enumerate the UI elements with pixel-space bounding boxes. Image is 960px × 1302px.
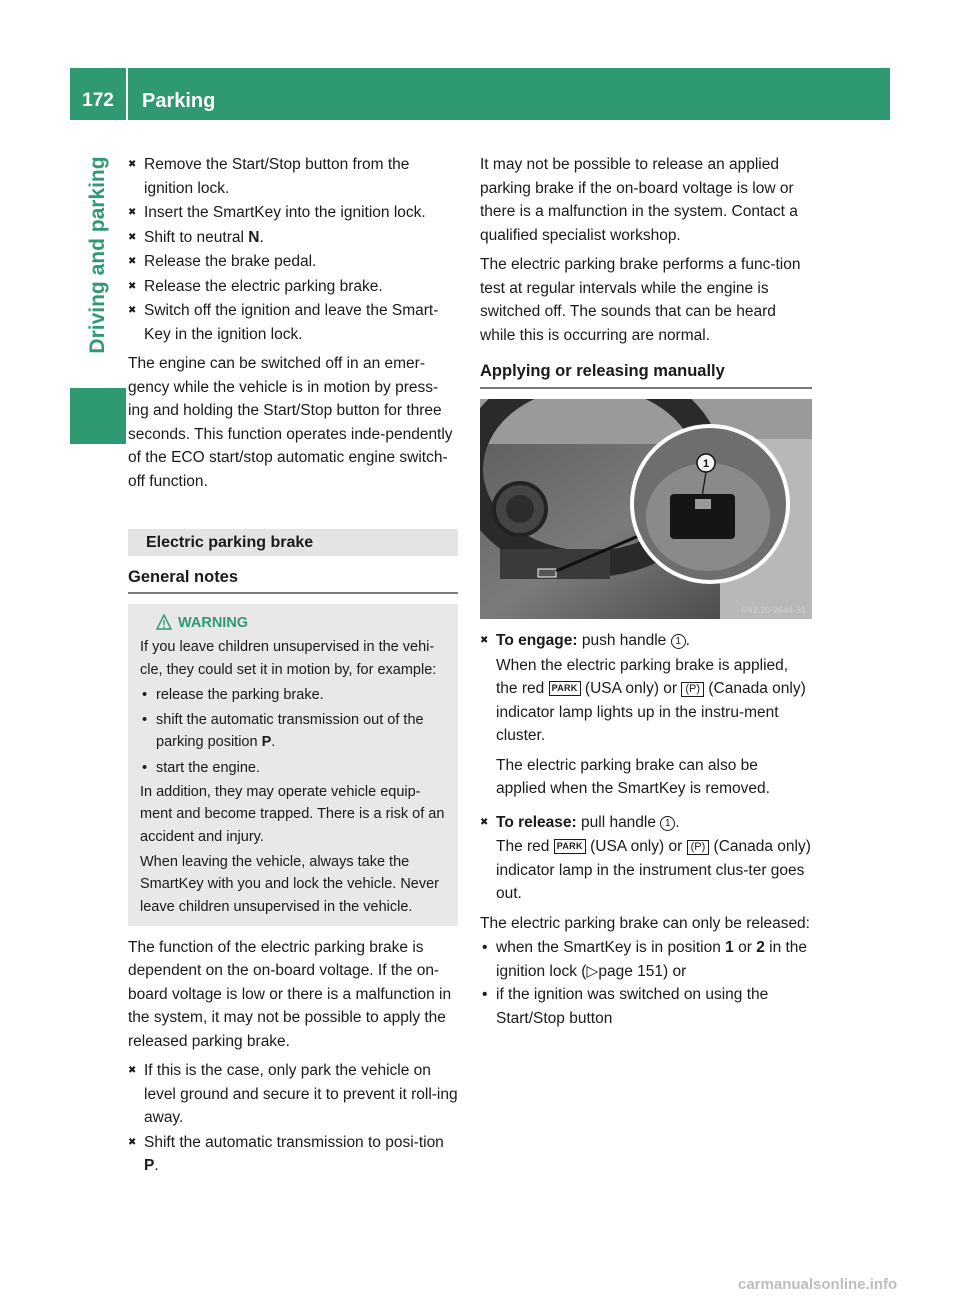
step-engage: ✖ To engage: push handle 1 . xyxy=(480,629,812,653)
step-release-pedal: ✖ Release the brake pedal. xyxy=(128,250,458,274)
step-switch-off: ✖ Switch off the ignition and leave the Smart-Key in the ignition lock. xyxy=(128,299,458,346)
watermark: carmanualsonline.info xyxy=(738,1276,898,1293)
page-ref-link[interactable]: page 151 xyxy=(598,962,664,980)
step-shift-neutral: ✖ Shift to neutral N. xyxy=(128,226,458,250)
release-label: To release: xyxy=(496,813,577,831)
park-position: P xyxy=(144,1157,155,1175)
warning-title: WARNING xyxy=(178,615,249,631)
left-column xyxy=(128,153,458,1179)
voltage-paragraph: The function of the electric parking brake is dependent on the on-board voltage. If the on-board voltage is low or there is a malfunction in the system, it may not be possible to apply the released parking brake. xyxy=(128,938,452,1050)
step-shift-park: ✖ Shift the automatic transmission to posi-tion P. xyxy=(128,1131,458,1178)
warning-triangle-icon xyxy=(156,614,172,630)
engage-line-1: When the electric parking brake is applied, the red PARK (USA only) or (P) (Canada only) indicator lamp lights up in the instru-ment cluster. xyxy=(496,656,806,744)
section-title: Electric parking brake xyxy=(128,529,458,556)
callout-icon: 1 xyxy=(660,816,675,831)
warning-bullet: • release the parking brake. xyxy=(140,684,450,706)
release-conditions: The electric parking brake can only be released: xyxy=(480,914,810,932)
park-position: P xyxy=(261,734,272,751)
step-remove-button: ✖ Remove the Start/Stop button from the ignition lock. xyxy=(128,153,458,200)
photo-code: P42.20-2644-31 xyxy=(741,605,806,615)
chapter-label: Driving and parking xyxy=(86,156,109,354)
condition-bullet: • if the ignition was switched on using the Start/Stop button xyxy=(480,983,812,1030)
photo-callout-1: 1 xyxy=(702,458,710,470)
warning-para-risk: In addition, they may operate vehicle equip-ment and become trapped. There is a risk of an accident and injury. xyxy=(140,784,445,845)
key-position-2: 2 xyxy=(756,939,765,956)
header-divider xyxy=(126,68,128,120)
subheading-manual: Applying or releasing manually xyxy=(480,358,812,389)
step-park-level: ✖ If this is the case, only park the vehicle on level ground and secure it to prevent it roll-ing away. xyxy=(128,1059,458,1130)
engage-label: To engage: xyxy=(496,632,578,649)
warning-bullet: • start the engine. xyxy=(140,757,450,779)
side-tab-marker xyxy=(70,388,126,444)
warning-bullet: • shift the automatic transmission out of the parking position P. xyxy=(140,709,450,754)
gear-n: N xyxy=(248,228,260,246)
step-release-brake: ✖ Release the electric parking brake. xyxy=(128,275,458,299)
warning-intro: If you leave children unsupervised in the vehi-cle, they could set it in motion by, for example: xyxy=(140,639,437,678)
callout-icon: 1 xyxy=(671,634,686,649)
emergency-paragraph: The engine can be switched off in an emer-gency while the vehicle is in motion by press-ing and holding the Start/Stop button for three seconds. This function operates inde-pendently of the ECO start/stop automatic engine switch-off function. xyxy=(128,355,453,490)
right-column xyxy=(480,153,812,1030)
key-position-1: 1 xyxy=(725,939,734,956)
park-lamp-icon: PARK xyxy=(549,681,581,696)
subheading-general-notes: General notes xyxy=(128,564,458,594)
canada-park-lamp-icon: (P) xyxy=(687,840,710,855)
canada-park-lamp-icon: (P) xyxy=(681,682,704,697)
engage-line-3: The electric parking brake can also be applied when the SmartKey is removed. xyxy=(496,756,770,797)
page-title: Parking xyxy=(142,90,216,112)
page-ref-arrow-icon: ▷ xyxy=(586,962,599,980)
park-lamp-icon: PARK xyxy=(554,839,586,854)
warning-box xyxy=(128,604,458,926)
function-test-paragraph: The electric parking brake performs a func-tion test at regular intervals while the engine is switched off. The sounds that can be heard while this is occurring are normal. xyxy=(480,256,801,344)
warning-heading xyxy=(140,612,450,634)
step-text: Shift to neutral xyxy=(144,228,249,246)
step-release: ✖ To release: pull handle 1 . xyxy=(480,811,812,835)
warning-para-leaving: When leaving the vehicle, always take the SmartKey with you and lock the vehicle. Never leave children unsupervised in the vehicle. xyxy=(140,853,439,915)
release-line-1: The red PARK (USA only) or (P) (Canada only) indicator lamp in the instrument clus-ter goes out. xyxy=(496,838,811,902)
step-insert-key: ✖ Insert the SmartKey into the ignition lock. xyxy=(128,201,458,225)
page-number: 172 xyxy=(82,90,114,111)
condition-bullet: • when the SmartKey is in position 1 or 2 in the ignition lock (▷page 151) or xyxy=(480,936,812,983)
dashboard-photo xyxy=(480,399,812,619)
release-paragraph: It may not be possible to release an applied parking brake if the on-board voltage is low or there is a malfunction in the system. Contact a qualified specialist workshop. xyxy=(480,156,798,244)
